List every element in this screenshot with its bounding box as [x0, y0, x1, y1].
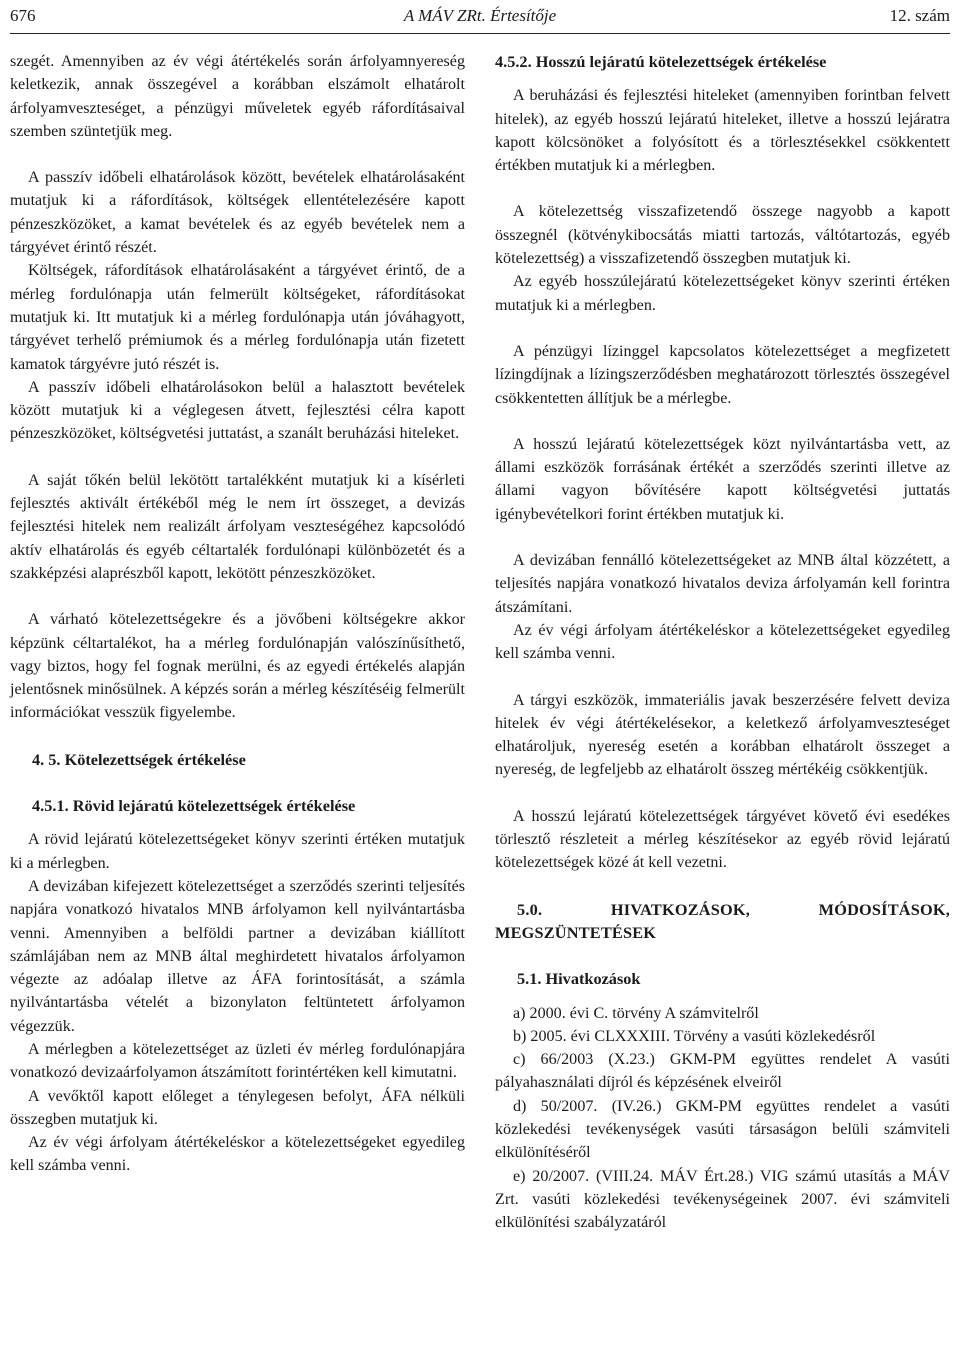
subsection-heading: 5.1. Hivatkozások	[517, 969, 641, 989]
reference-list	[495, 1002, 950, 1235]
paragraph: A passzív időbeli elhatárolásokon belül a halasztott bevételek között mutatjuk ki a véglegesen átvett, fejlesztési célra kapott pénzeszközöket, költségvetési juttatást, a szanált beruházási hiteleket.	[10, 378, 465, 443]
paragraph: Az egyéb hosszúlejáratú kötelezettségeket könyv szerinti értéken mutatjuk ki a mérlegben.	[495, 273, 950, 314]
paragraph: A hosszú lejáratú kötelezettségek tárgyévet követő évi esedékes törlesztő részleteit a mérleg készítésekor az egyéb rövid lejáratú kötelezettségek közé át kell vezetni.	[495, 807, 950, 872]
header-rule	[10, 33, 950, 34]
paragraph: A devizában kifejezett kötelezettséget a szerződés szerinti teljesítés napjára vonatkozó hivatalos MNB árfolyamon kell nyilvántartásba venni. Amennyiben a belföldi partner a devizában kiállított számlájában nem az MNB által meghirdetett hivatalos árfolyamon végezte az adóalap illetve az ÁFA forintosítását, a számla nyilvántartásba vételét a bizonylaton feltüntetett árfolyamon végezzük.	[10, 877, 465, 1035]
issue-number: 12. szám	[889, 6, 950, 25]
paragraph: A mérlegben a kötelezettséget az üzleti év mérleg fordulónapjára vonatkozó devizaárfolyamon átszámított forintértéken kell kimutatni.	[10, 1040, 465, 1082]
paragraph: Az év végi árfolyam átértékeléskor a kötelezettségeket egyedileg kell számba venni.	[495, 621, 950, 663]
paragraph: A devizában fennálló kötelezettségeket az MNB által közzétett, a teljesítés napjára vonatkozó hivatalos deviza árfolyamán kell forintra átszámítani.	[495, 552, 950, 616]
page-number: 676	[10, 6, 36, 25]
subsection-heading: 4.5.1. Rövid lejáratú kötelezettségek értékelése	[32, 796, 356, 816]
paragraph: A várható kötelezettségekre és a jövőbeni költségekre akkor képzünk céltartalékot, ha a mérleg fordulónapján valószínűsíthető, vagy biztos, hogy fel fognak merülni, és az egyedi értékelés alapján jelentősnek minősülnek. A képzés során a mérleg készítéséig felmerült információkat vesszük figyelembe.	[10, 611, 465, 722]
paragraph: A rövid lejáratú kötelezettségeket könyv szerinti értéken mutatjuk ki a mérlegben.	[10, 831, 465, 872]
paragraph: A pénzügyi lízinggel kapcsolatos kötelezettséget a megfizetett lízingdíjnak a lízingszerződésben meghatározott törlesztés összegével csökkentetten állítjuk be a mérlegbe.	[495, 342, 950, 407]
paragraph: A vevőktől kapott előleget a ténylegesen befolyt, ÁFA nélküli összegben mutatjuk ki.	[10, 1087, 465, 1128]
list-item: d) 50/2007. (IV.26.) GKM-PM együttes rendelet a vasúti közlekedési tevékenységek vasúti társaságon belüli számviteli elkülönítéséről	[495, 1097, 950, 1162]
section-heading: 4. 5. Kötelezettségek értékelése	[32, 749, 246, 769]
page-header	[10, 4, 950, 34]
paragraph: A saját tőkén belül lekötött tartalékként mutatjuk ki a kísérleti fejlesztés aktivált értékéből még le nem írt összeget, a devizás fejlesztési hitelek nem realizált árfolyam veszteségéhez kapcsolódó aktív elhatárolás és egyéb céltartalék fordulónapi különbözetét és a szakképzési alaprészből kapott, lekötött pénzeszközöket.	[10, 471, 465, 582]
section-heading: 5.0. HIVATKOZÁSOK, MÓDOSÍTÁSOK, MEGSZÜNTETÉSEK	[495, 899, 950, 942]
list-item: e) 20/2007. (VIII.24. MÁV Ért.28.) VIG számú utasítás a MÁV Zrt. vasúti közlekedési tevékenységeinek 2007. évi számviteli elkülönítési szabályzatáról	[495, 1167, 950, 1232]
paragraph: Az év végi árfolyam átértékeléskor a kötelezettségeket egyedileg kell számba venni.	[10, 1134, 465, 1175]
paragraph: A hosszú lejáratú kötelezettségek közt nyilvántartásba vett, az állami eszközök forrásának értékét a szerződés szerinti illetve az állami vagyon bővítésére kapott költségvetési juttatás igénybevételkori forint értékben mutatjuk ki.	[495, 435, 950, 523]
paragraph: Költségek, ráfordítások elhatárolásaként a tárgyévet érintő, de a mérleg fordulónapja után felmerült költségeket, ráfordításokat mutatjuk ki. Itt mutatjuk ki a mérleg fordulónapja után jóváhagyott, tárgyévet terhelő prémiumok és a mérleg fordulónapja után fizetett kamatok tárgyévre jutó részét is.	[10, 262, 465, 373]
paragraph: A kötelezettség visszafizetendő összege nagyobb a kapott összegnél (kötvénykibocsátás miatti tartozás, váltótartozás, egyéb kötelezettség) a visszafizetendő összegben mutatjuk ki.	[495, 203, 950, 268]
list-item: a) 2000. évi C. törvény A számvitelről	[513, 1004, 759, 1022]
paragraph: A passzív időbeli elhatárolások között, bevételek elhatárolásaként mutatjuk ki a ráfordítások, költségek ellentételezésére kapott pénzeszközöket, a kamat bevételek és az egyéb bevételek nem a tárgyévet érintő részét.	[10, 169, 465, 257]
paragraph: A beruházási és fejlesztési hiteleket (amennyiben forintban felvett hitelek), az egyéb hosszú lejáratú hiteleket, illetve a hosszú lejáratra kapott kölcsönöket a folyósított és a törlesztésekkel csökkentett értékben mutatjuk ki a mérlegben.	[495, 87, 950, 175]
publication-title: A MÁV ZRt. Értesítője	[403, 6, 557, 25]
paragraph: A tárgyi eszközök, immateriális javak beszerzésére felvett deviza hitelek év végi átértékelésekor, a keletkező árfolyamveszteséget elhatároljuk, nyereség esetén a korábban elhatárolt összeget a nyereség, de legfeljebb az elhatárolt összeg mértékéig csökkentjük.	[495, 691, 950, 779]
list-item: c) 66/2003 (X.23.) GKM-PM együttes rendelet A vasúti pályahasználati díjról és képzésének elveiről	[495, 1051, 950, 1092]
left-column	[10, 50, 465, 1178]
list-item: b) 2005. évi CLXXXIII. Törvény a vasúti közlekedésről	[513, 1027, 876, 1045]
right-column	[495, 50, 950, 1234]
subsection-heading: 4.5.2. Hosszú lejáratú kötelezettségek értékelése	[495, 52, 827, 71]
paragraph: szegét. Amennyiben az év végi átértékelés során árfolyamnyereség keletkezik, annak összegével a korábban elszámolt elhatárolt árfolyamveszteséget, a pénzügyi műveletek egyéb ráfordításaival szemben szüntetjük meg.	[10, 53, 465, 140]
